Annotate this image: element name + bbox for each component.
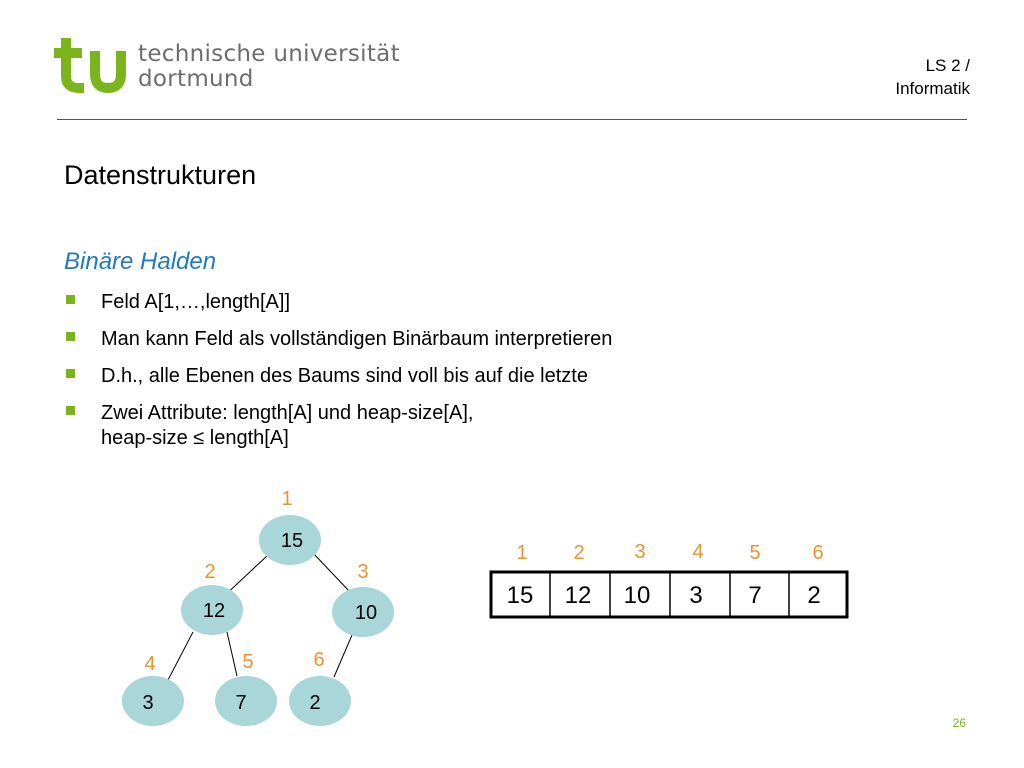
- node-value-2: 12: [202, 600, 226, 622]
- node-value-3: 10: [354, 602, 378, 624]
- array-values: [507, 582, 821, 609]
- array-outline: [491, 572, 847, 617]
- array-value-5: 7: [748, 582, 762, 609]
- node-value-6: 2: [309, 692, 321, 714]
- array-value-2: 12: [564, 582, 592, 609]
- node-value-1: 15: [280, 530, 304, 552]
- chair-label-line1: LS 2 /: [925, 56, 970, 75]
- node-index-5: 5: [242, 651, 254, 673]
- bullet-text: Man kann Feld als vollständigen Binärbaum interpretieren: [101, 328, 613, 350]
- page-number: 26: [952, 716, 966, 730]
- bullet-text: Feld A[1,…,length[A]]: [101, 291, 290, 313]
- tree-node-indices: [144, 488, 368, 675]
- node-index-4: 4: [144, 653, 156, 675]
- slide-title: Datenstrukturen: [64, 160, 257, 190]
- university-name-line1: technische universität: [138, 41, 400, 67]
- edge-2-4: [168, 632, 193, 680]
- slide-subtitle: Binäre Halden: [64, 248, 217, 275]
- bullet-text: Zwei Attribute: length[A] und heap-size[A],: [101, 402, 474, 424]
- edge-1-3: [313, 553, 350, 592]
- node-value-4: 3: [142, 692, 154, 714]
- array-index-4: 4: [692, 541, 704, 563]
- bullet-text: D.h., alle Ebenen des Baums sind voll bis auf die letzte: [101, 365, 588, 387]
- array-index-2: 2: [573, 542, 585, 564]
- array-value-3: 10: [623, 582, 651, 609]
- array-index-1: 1: [516, 542, 528, 564]
- node-index-6: 6: [313, 649, 325, 671]
- chair-label-line2: Informatik: [895, 79, 970, 98]
- array-indices: [516, 541, 823, 564]
- node-index-1: 1: [281, 488, 293, 510]
- array-index-6: 6: [812, 542, 824, 564]
- tree-nodes: [122, 515, 394, 726]
- array-index-5: 5: [749, 542, 761, 564]
- node-value-5: 7: [235, 692, 247, 714]
- array-value-6: 2: [807, 582, 821, 609]
- bullet-text-continuation: heap-size ≤ length[A]: [101, 427, 289, 449]
- array-index-3: 3: [634, 541, 646, 563]
- node-index-2: 2: [204, 561, 216, 583]
- array-cells: [491, 572, 847, 617]
- edge-2-5: [227, 632, 237, 676]
- array-value-1: 15: [506, 582, 534, 609]
- node-index-3: 3: [357, 561, 369, 583]
- edge-3-6: [334, 635, 352, 677]
- array-value-4: 3: [689, 582, 703, 609]
- university-name-line2: dortmund: [138, 66, 254, 92]
